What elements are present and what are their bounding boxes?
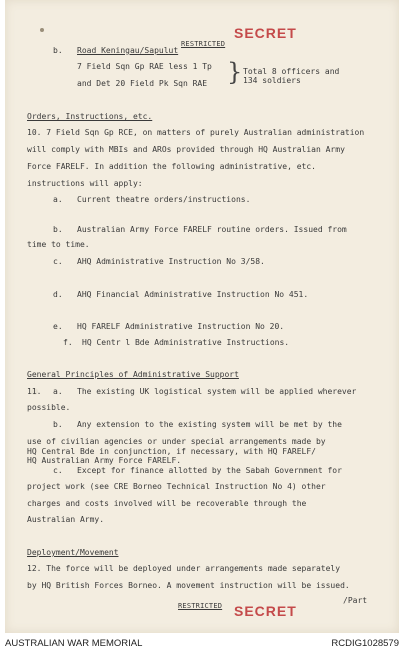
hole-punch-mark: [40, 28, 44, 32]
orders-item-text: Australian Army Force FARELF routine orders. Issued from: [77, 225, 347, 234]
document-page: [5, 0, 399, 633]
road-total-line-2: 134 soldiers: [243, 76, 301, 85]
orders-para-line: 10. 7 Field Sqn Gp RCE, on matters of purely Australian administration: [27, 128, 365, 137]
road-section-title: Road Keningau/Sapulut: [77, 46, 179, 55]
deployment-para-line: 12. The force will be deployed under arrangements made separately: [27, 564, 341, 573]
orders-heading: Orders, Instructions, etc.: [27, 112, 153, 121]
secret-stamp-top: SECRET: [234, 25, 297, 41]
deployment-para-line: by HQ British Forces Borneo. A movement instruction will be issued.: [27, 581, 350, 590]
secret-stamp-bottom: SECRET: [234, 603, 297, 619]
principles-para-number: 11.: [27, 387, 42, 396]
orders-item-text: time to time.: [27, 240, 90, 249]
grouping-brace: }: [227, 58, 243, 86]
principles-item-text: charges and costs involved will be recoverable through the: [27, 499, 307, 508]
principles-item-text: HQ Australian Army Force FARELF.: [27, 456, 182, 465]
principles-item-text: Australian Army.: [27, 515, 105, 524]
orders-item-marker: c.: [53, 257, 63, 266]
principles-item-text: project work (see CRE Borneo Technical Instruction No 4) other: [27, 482, 326, 491]
orders-item-marker: a.: [53, 195, 63, 204]
footer-record-id: RCDIG1028579: [331, 638, 399, 649]
orders-para-line: Force FARELF. In addition the following administrative, etc.: [27, 162, 316, 171]
road-total-line-1: Total 8 officers and: [243, 67, 340, 76]
orders-item-marker: e.: [53, 322, 63, 331]
orders-item-marker: d.: [53, 290, 63, 299]
principles-item-text: possible.: [27, 403, 71, 412]
orders-item-text: AHQ Administrative Instruction No 3/58.: [77, 257, 265, 266]
restricted-marking-bottom: RESTRICTED: [178, 602, 223, 610]
orders-item-marker: f.: [63, 338, 73, 347]
orders-para-line: instructions will apply:: [27, 179, 143, 188]
orders-item-text: AHQ Financial Administrative Instruction No 451.: [77, 290, 309, 299]
deployment-heading: Deployment/Movement: [27, 548, 119, 557]
orders-item-text: Current theatre orders/instructions.: [77, 195, 251, 204]
orders-item-text: HQ Centr l Bde Administrative Instructions.: [82, 338, 290, 347]
principles-heading: General Principles of Administrative Support: [27, 370, 239, 379]
restricted-marking-top: RESTRICTED: [181, 40, 226, 48]
principles-item-text: Any extension to the existing system will be met by the: [77, 420, 342, 429]
principles-item-text: HQ Central Bde in conjunction, if necessary, with HQ FARELF/: [27, 447, 316, 456]
principles-item-marker: a.: [53, 387, 63, 396]
continued-marker: /Part: [343, 596, 368, 605]
road-unit-line-1: 7 Field Sqn Gp RAE less 1 Tp: [77, 62, 212, 71]
principles-item-text: Except for finance allotted by the Sabah Government for: [77, 466, 342, 475]
footer-archive-name: AUSTRALIAN WAR MEMORIAL: [5, 638, 143, 649]
principles-item-marker: b.: [53, 420, 63, 429]
orders-para-line: will comply with MBIs and AROs provided through HQ Australian Army: [27, 145, 345, 154]
road-section-marker: b.: [53, 46, 63, 55]
principles-item-text: use of civilian agencies or under special arrangements made by: [27, 437, 326, 446]
orders-item-text: HQ FARELF Administrative Instruction No 20.: [77, 322, 285, 331]
road-unit-line-2: and Det 20 Field Pk Sqn RAE: [77, 79, 208, 88]
principles-item-text: The existing UK logistical system will be applied wherever: [77, 387, 357, 396]
orders-item-marker: b.: [53, 225, 63, 234]
principles-item-marker: c.: [53, 466, 63, 475]
